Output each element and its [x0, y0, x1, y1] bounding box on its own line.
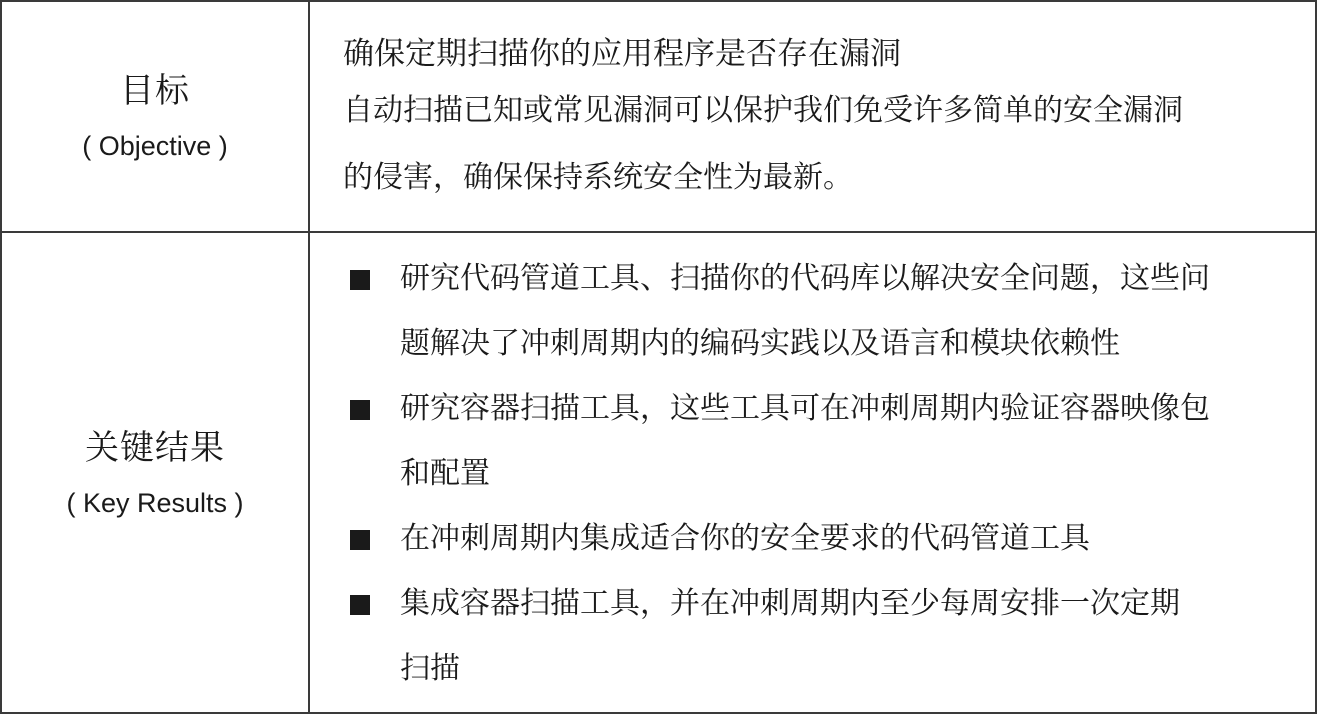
key-results-row: [2, 233, 1315, 714]
key-result-item-4: [350, 583, 1280, 690]
key-result-line: 研究容器扫描工具，这些工具可在冲刺周期内验证容器映像包: [400, 391, 1210, 426]
key-results-list: [350, 258, 1280, 713]
key-result-line: 集成容器扫描工具，并在冲刺周期内至少每周安排一次定期: [400, 586, 1180, 621]
objective-label-zh: 目标: [120, 70, 190, 111]
key-result-line: 在冲刺周期内集成适合你的安全要求的代码管道工具: [400, 521, 1090, 556]
key-results-content-cell: [310, 233, 1315, 714]
objective-label-en: ( Objective ): [82, 130, 228, 161]
objective-title: 确保定期扫描你的应用程序是否存在漏洞: [343, 36, 901, 72]
key-result-line: 扫描: [400, 651, 460, 686]
objective-content-cell: [310, 2, 1315, 231]
key-result-item-2: [350, 388, 1280, 495]
black-square-bullet-icon: [350, 595, 370, 615]
key-results-label-en: ( Key Results ): [66, 487, 244, 518]
objective-description: [343, 90, 1305, 224]
key-result-line: 题解决了冲刺周期内的编码实践以及语言和模块依赖性: [400, 326, 1120, 361]
key-results-label-zh: 关键结果: [85, 427, 225, 468]
objective-description-line: 的侵害，确保保持系统安全性为最新。: [343, 160, 853, 195]
key-results-label-cell: [2, 233, 310, 714]
key-result-item-3: [350, 518, 1280, 560]
key-result-line: 和配置: [400, 456, 490, 491]
black-square-bullet-icon: [350, 530, 370, 550]
objective-description-line: 自动扫描已知或常见漏洞可以保护我们免受许多简单的安全漏洞: [343, 93, 1183, 128]
black-square-bullet-icon: [350, 400, 370, 420]
key-result-item-1: [350, 258, 1280, 365]
objective-label-cell: [2, 2, 310, 231]
key-result-line: 研究代码管道工具、扫描你的代码库以解决安全问题，这些问: [400, 261, 1210, 296]
objective-row: [2, 2, 1315, 233]
black-square-bullet-icon: [350, 270, 370, 290]
